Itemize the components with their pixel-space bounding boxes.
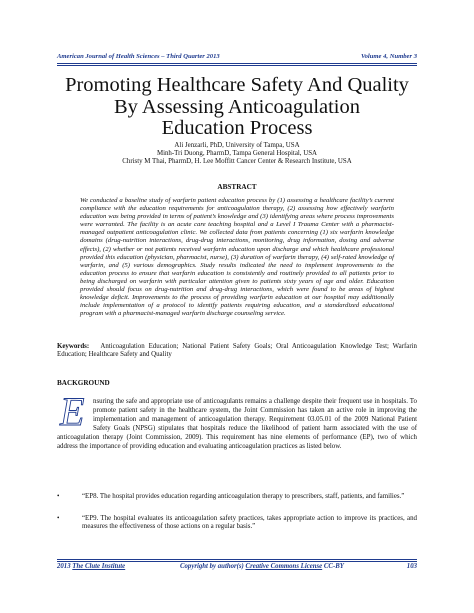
page-number: 103 xyxy=(406,563,417,570)
keywords-text: Anticoagulation Education; National Patient Safety Goals; Oral Anticoagulation Knowledge Test; Warfarin Education; Healthcare Safety and Quality xyxy=(57,343,417,359)
background-paragraph xyxy=(57,397,417,452)
footer-rule-secondary xyxy=(57,561,417,562)
journal-name: American Journal of Health Sciences – Third Quarter 2013 xyxy=(57,53,220,60)
list-item-text: “EP9. The hospital evaluates its anticoagulation safety practices, takes appropriate action to improve its practices, and measures the effectiveness of those actions on a regular basis.” xyxy=(82,515,417,531)
paper-title xyxy=(40,75,434,140)
author-line: Ali Jenzarli, PhD, University of Tampa, USA xyxy=(174,142,300,149)
title-line: Promoting Healthcare Safety And Quality xyxy=(65,74,409,96)
list-item-text: “EP8. The hospital provides education regarding anticoagulation therapy to prescribers, staff, patients, and families.” xyxy=(82,493,405,500)
license-suffix: CC-BY xyxy=(323,563,344,570)
header-rule-secondary xyxy=(57,65,417,66)
author-list xyxy=(40,142,434,166)
running-footer xyxy=(57,563,417,575)
abstract-text: We conducted a baseline study of warfarin patient education process by (1) assessing a healthcare facility’s current compliance with the education requirements for anticoagulation therapy, (2) assessing how effectively warfarin education was being provided in terms of patient’s knowledge and (3) identifying areas where process improvements were warranted. The facility is an acute care teaching hospital and a Level I Trauma Center with a pharmacist-managed outpatient anticoagulation clinic. We collected data from patients concerning (1) six warfarin knowledge domains (drug-nutrition interactions, drug-drug interactions, monitoring, drug information, dosing and adverse effects), (2) whether or not patients received warfarin education upon discharge and which healthcare professional provided this education (physician, pharmacist, nurse), (3) duration of warfarin therapy, (4) self-rated knowledge of warfarin, and (5) various demographics. Study results indicated the need to implement improvements to the education process to ensure that warfarin education is consistently and routinely provided to all patients prior to being discharged on warfarin with particular attention given to patients sixty years of age and older. Education provided should focus on drug-nutrition and drug-drug interactions, which were found to be areas of highest knowledge deficit. Improvements to the process of providing warfarin education at our hospital may additionally include implementation of a protocol to identify patients requiring education, and a standardized educational program with a pharmacist-managed warfarin discharge counseling service. xyxy=(80,197,394,318)
title-line: By Assessing Anticoagulation xyxy=(114,95,360,118)
license-link[interactable]: Creative Commons License xyxy=(245,563,323,570)
footer-publisher xyxy=(57,563,125,570)
copyright-text: Copyright by author(s) xyxy=(180,563,244,570)
list-item xyxy=(57,493,417,501)
bullet-icon: • xyxy=(57,493,60,500)
keywords-section xyxy=(57,343,417,359)
header-rule xyxy=(57,63,417,64)
footer-year: 2013 xyxy=(57,563,71,570)
background-heading: BACKGROUND xyxy=(57,379,110,387)
volume-issue: Volume 4, Number 3 xyxy=(360,53,417,60)
bullet-icon: • xyxy=(57,515,60,522)
publisher-link[interactable]: The Clute Institute xyxy=(72,563,126,570)
author-line: Minh-Tri Duong, PharmD, Tampa General Hospital, USA xyxy=(156,149,318,157)
drop-cap-space xyxy=(57,397,93,429)
keywords-label: Keywords: xyxy=(57,343,90,350)
abstract-heading: ABSTRACT xyxy=(217,183,257,191)
title-line: Education Process xyxy=(161,117,313,139)
drop-cap-letter: E xyxy=(60,393,85,429)
author-line: Christy M Thai, PharmD, H. Lee Moffitt Cancer Center & Research Institute, USA xyxy=(122,157,352,165)
footer-copyright xyxy=(180,563,344,570)
footer-rule xyxy=(57,559,417,560)
list-item xyxy=(57,515,417,532)
background-text: nsuring the safe and appropriate use of anticoagulants remains a challenge despite their frequent use in hospitals. To promote patient safety in the healthcare system, the Joint Commission has taken an active role in improving the implementation and management of anticoagulation therapy. Requirement 03.05.01 of the 2009 National Patient Safety Goals (NPSG) stipulates that hospitals reduce the likelihood of patient harm associated with the use of anticoagulation therapy (Joint Commission, 2009). This requirement has nine elements of performance (EP), two of which address the importance of providing education and evaluating anticoagulation practices as listed below. xyxy=(57,398,417,451)
